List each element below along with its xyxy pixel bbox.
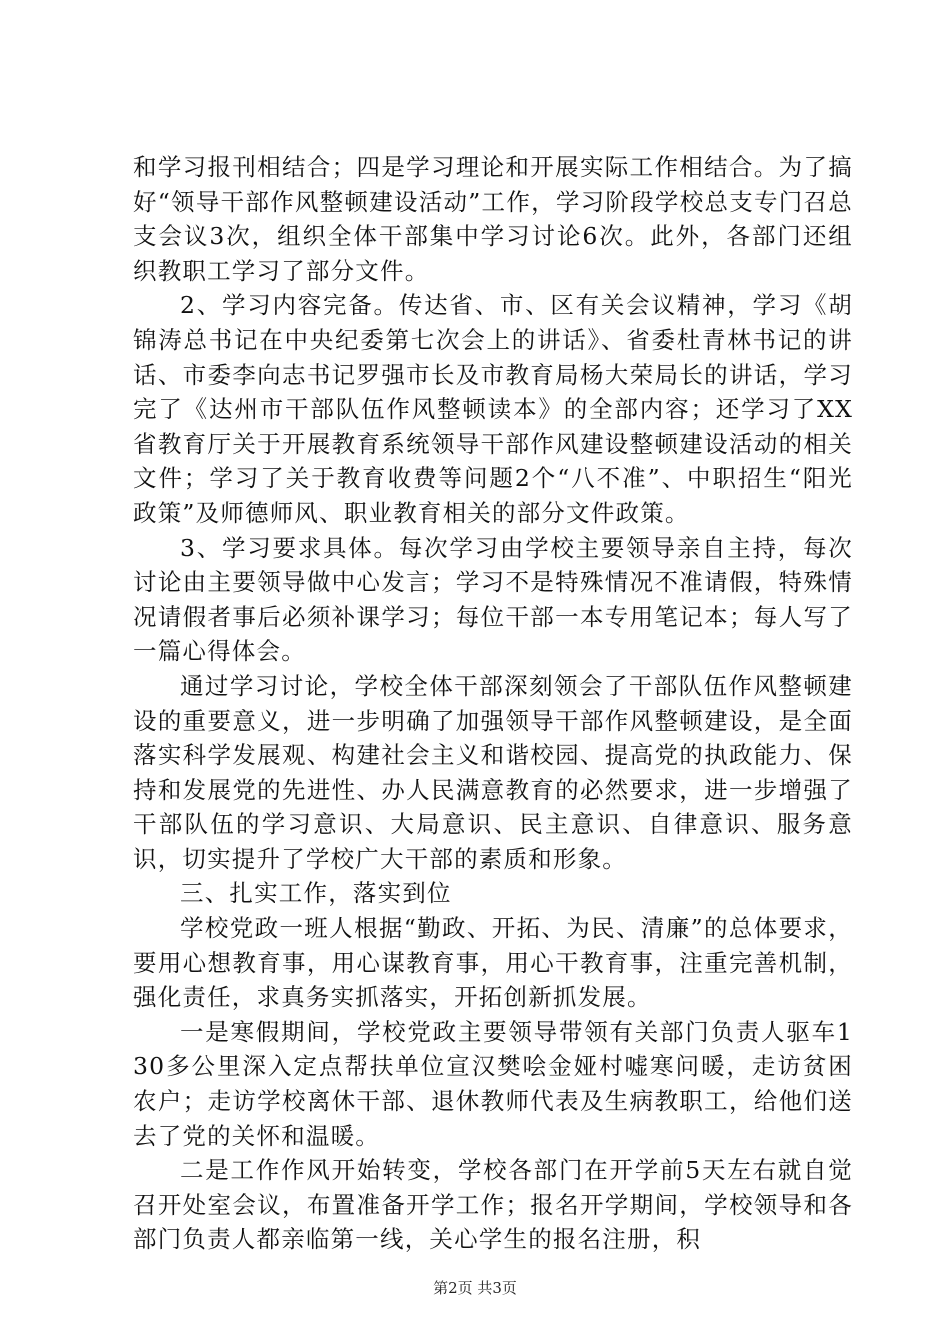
document-body bbox=[133, 150, 853, 1257]
paragraph-study-outcome: 通过学习讨论，学校全体干部深刻领会了干部队伍作风整顿建设的重要意义，进一步明确了加强领导干部作风整顿建设，是全面落实科学发展观、构建社会主义和谐校园、提高党的执政能力、保持和发展党的先进性、办人民满意教育的必然要求，进一步增强了干部队伍的学习意识、大局意识、民主意识、自律意识、服务意识，切实提升了学校广大干部的素质和形象。 bbox=[133, 671, 853, 873]
paragraph-continuation: 和学习报刊相结合；四是学习理论和开展实际工作相结合。为了搞好“领导干部作风整顿建设活动”工作，学习阶段学校总支专门召总支会议3次，组织全体干部集中学习讨论6次。此外，各部门还组织教职工学习了部分文件。 bbox=[133, 153, 853, 285]
page-footer: 第2页 共3页 bbox=[433, 1279, 517, 1297]
paragraph-leadership-requirements: 学校党政一班人根据“勤政、开拓、为民、清廉”的总体要求，要用心想教育事，用心谋教育事，用心干教育事，注重完善机制，强化责任，求真务实抓落实，开拓创新抓发展。 bbox=[133, 914, 853, 1012]
paragraph-work-style: 二是工作作风开始转变，学校各部门在开学前5天左右就自觉召开处室会议，布置准备开学工作；报名开学期间，学校领导和各部门负责人都亲临第一线，关心学生的报名注册，积 bbox=[133, 1156, 853, 1254]
paragraph-winter-visits: 一是寒假期间，学校党政主要领导带领有关部门负责人驱车130多公里深入定点帮扶单位宣汉樊哙金娅村嘘寒问暖，走访贫困农户；走访学校离休干部、退休教师代表及生病教职工，给他们送去了党的关怀和温暖。 bbox=[133, 1017, 853, 1150]
paragraph-study-content: 2、学习内容完备。传达省、市、区有关会议精神，学习《胡锦涛总书记在中央纪委第七次会上的讲话》、省委杜青林书记的讲话、市委李向志书记罗强市长及市教育局杨大荣局长的讲话，学习完了《达州市干部队伍作风整顿读本》的全部内容；还学习了XX省教育厅关于开展教育系统领导干部作风建设整顿建设活动的相关文件；学习了关于教育收费等问题2个“八不准”、中职招生“阳光政策”及师德师风、职业教育相关的部分文件政策。 bbox=[133, 291, 853, 527]
paragraph-study-requirements: 3、学习要求具体。每次学习由学校主要领导亲自主持，每次讨论由主要领导做中心发言；学习不是特殊情况不准请假，特殊情况请假者事后必须补课学习；每位干部一本专用笔记本；每人写了一篇心得体会。 bbox=[133, 533, 853, 666]
section-heading-three: 三、扎实工作，落实到位 bbox=[180, 879, 452, 908]
